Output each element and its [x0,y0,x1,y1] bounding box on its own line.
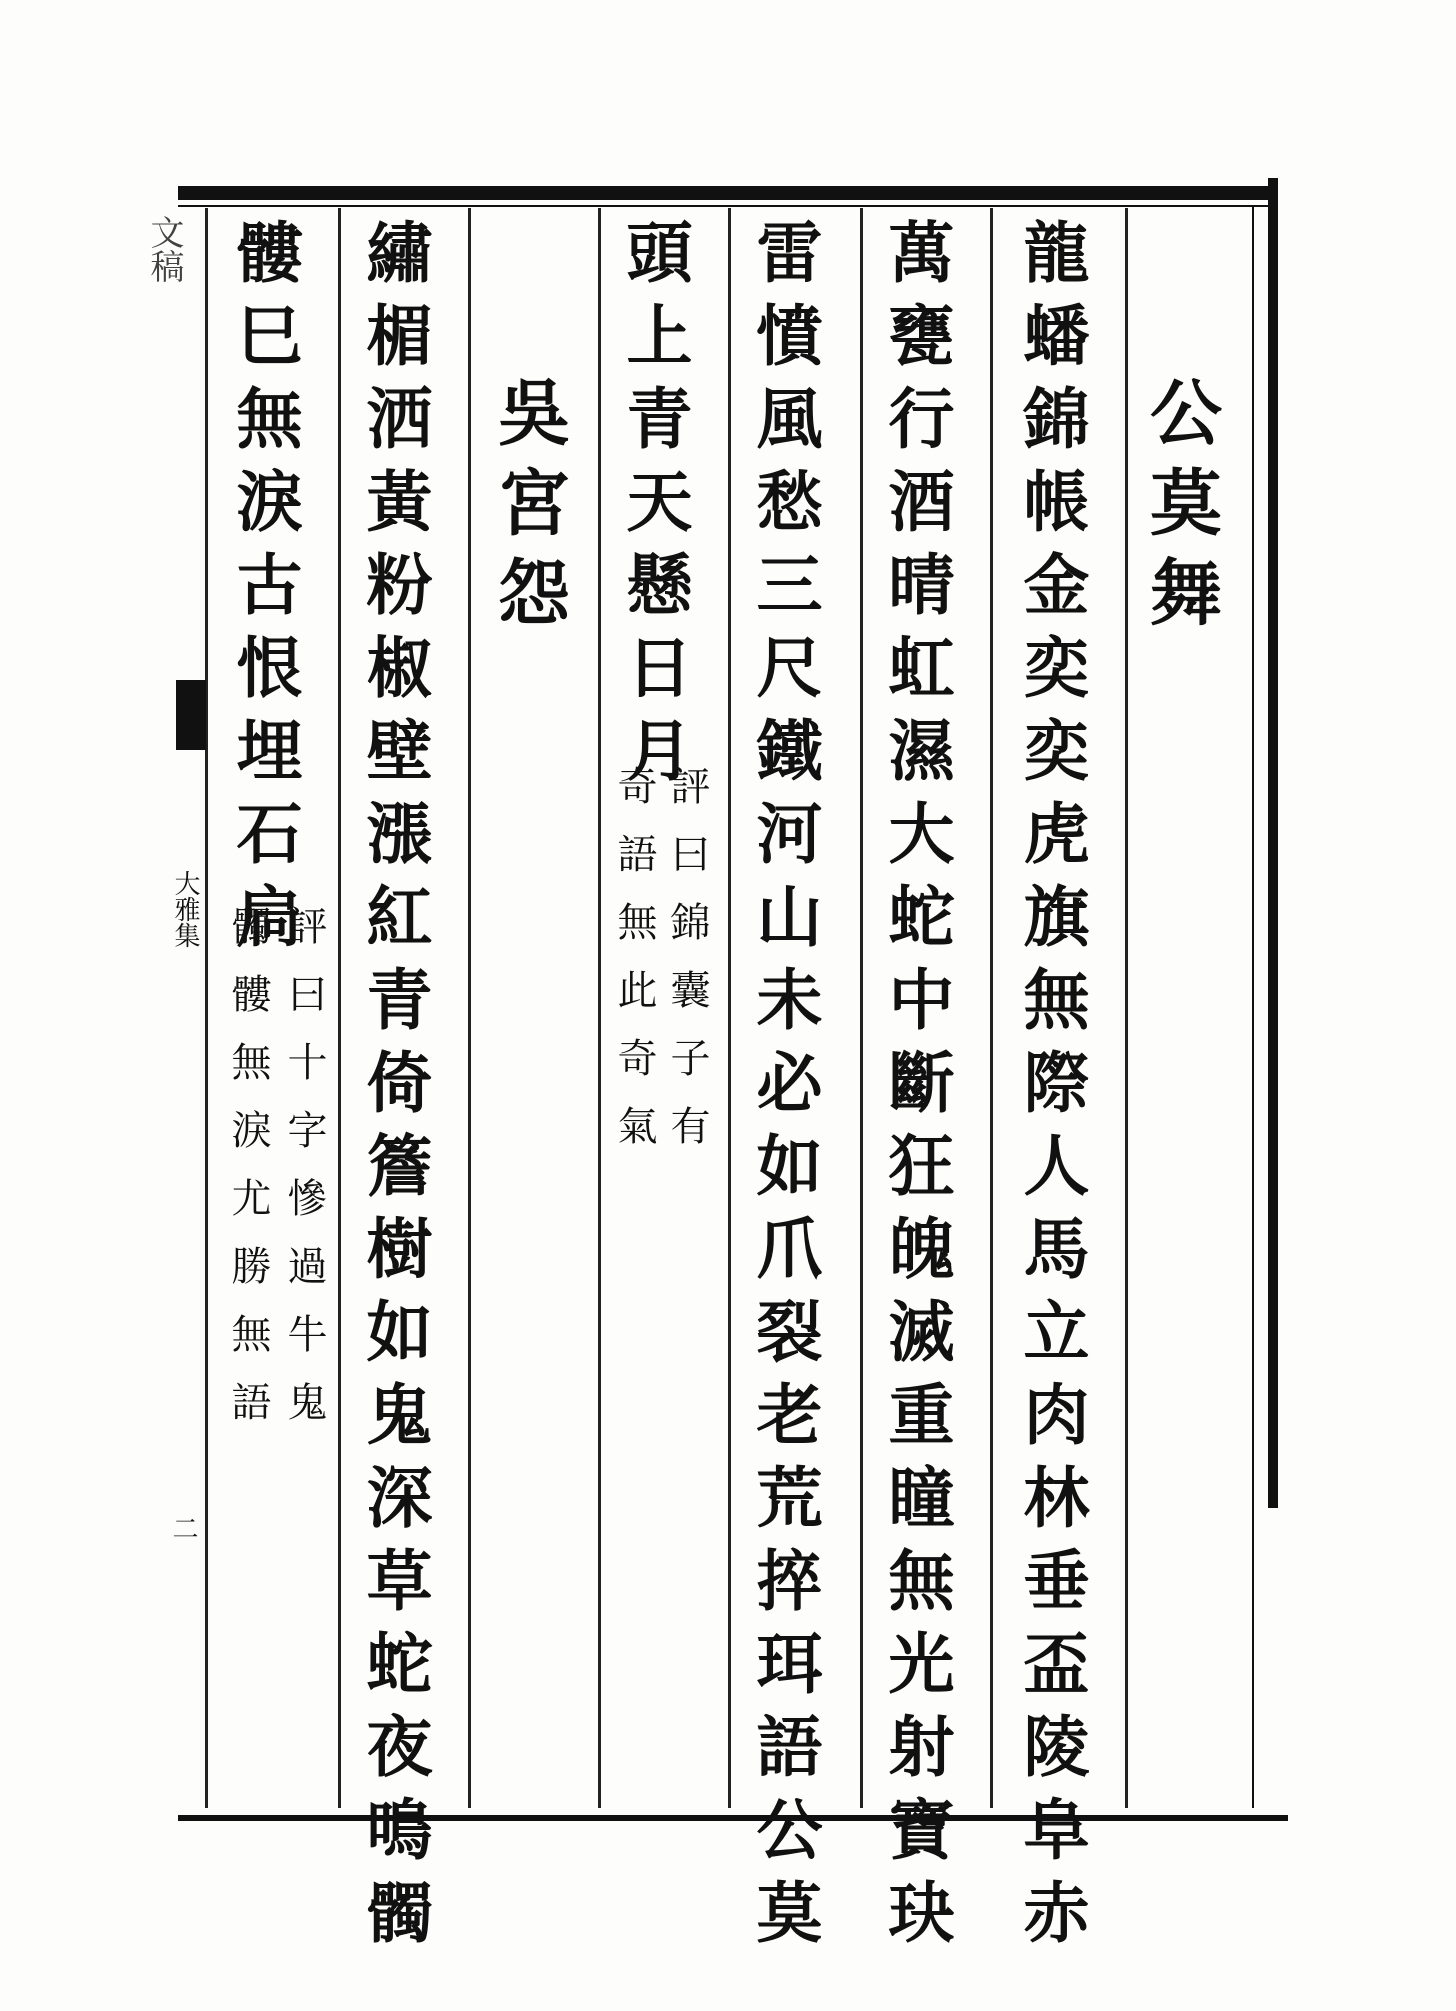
text-column-8: 髏巳無淚古恨埋石扃 [225,218,303,965]
margin-top-glyphs: 文稿 [144,215,184,283]
frame-right-thin-rule [1252,205,1254,1808]
frame-right-rule [1268,178,1278,1508]
text-column-7: 繡楣洒黃粉椒壁漲紅青倚簷樹如鬼深草蛇夜鳴髑 [355,218,433,1961]
column-divider [1125,208,1128,1808]
text-column-2: 龍蟠錦帳金奕奕虎旗無際人馬立肉林垂盃陵阜赤 [1012,218,1090,1961]
text-column-4: 雷憤風愁三尺鐵河山未必如爪裂老荒捽珥語公莫 [745,218,823,1961]
text-column-3: 萬甕行酒晴虹濕大蛇中斷狂魄滅重瞳無光射寶玦 [877,218,955,1961]
margin-book-name: 大雅集 [170,870,200,948]
column-divider [468,208,471,1808]
frame-bottom-rule [178,1815,1288,1821]
commentary-column-5b: 奇語無此奇氣 [611,765,657,1173]
text-column-5: 頭上青天懸日月 [615,218,693,799]
margin-page-number: 二 [168,1515,198,1541]
column-divider [338,208,341,1808]
commentary-column-5a: 評曰錦囊子有 [664,765,710,1173]
frame-top-thin-rule [178,205,1276,207]
frame-top-rule [178,186,1276,200]
commentary-column-8b: 髑髏無淚尤勝無語 [225,905,271,1449]
column-divider [598,208,601,1808]
poem-title-wugongyuan: 吳宮怨 [486,375,571,645]
column-divider [990,208,993,1808]
poem-title-gongmowu: 公莫舞 [1138,375,1223,645]
column-divider [728,208,731,1808]
commentary-column-8a: 評曰十字慘過牛鬼 [281,905,327,1449]
column-divider [860,208,863,1808]
fishtail-block [176,680,206,750]
